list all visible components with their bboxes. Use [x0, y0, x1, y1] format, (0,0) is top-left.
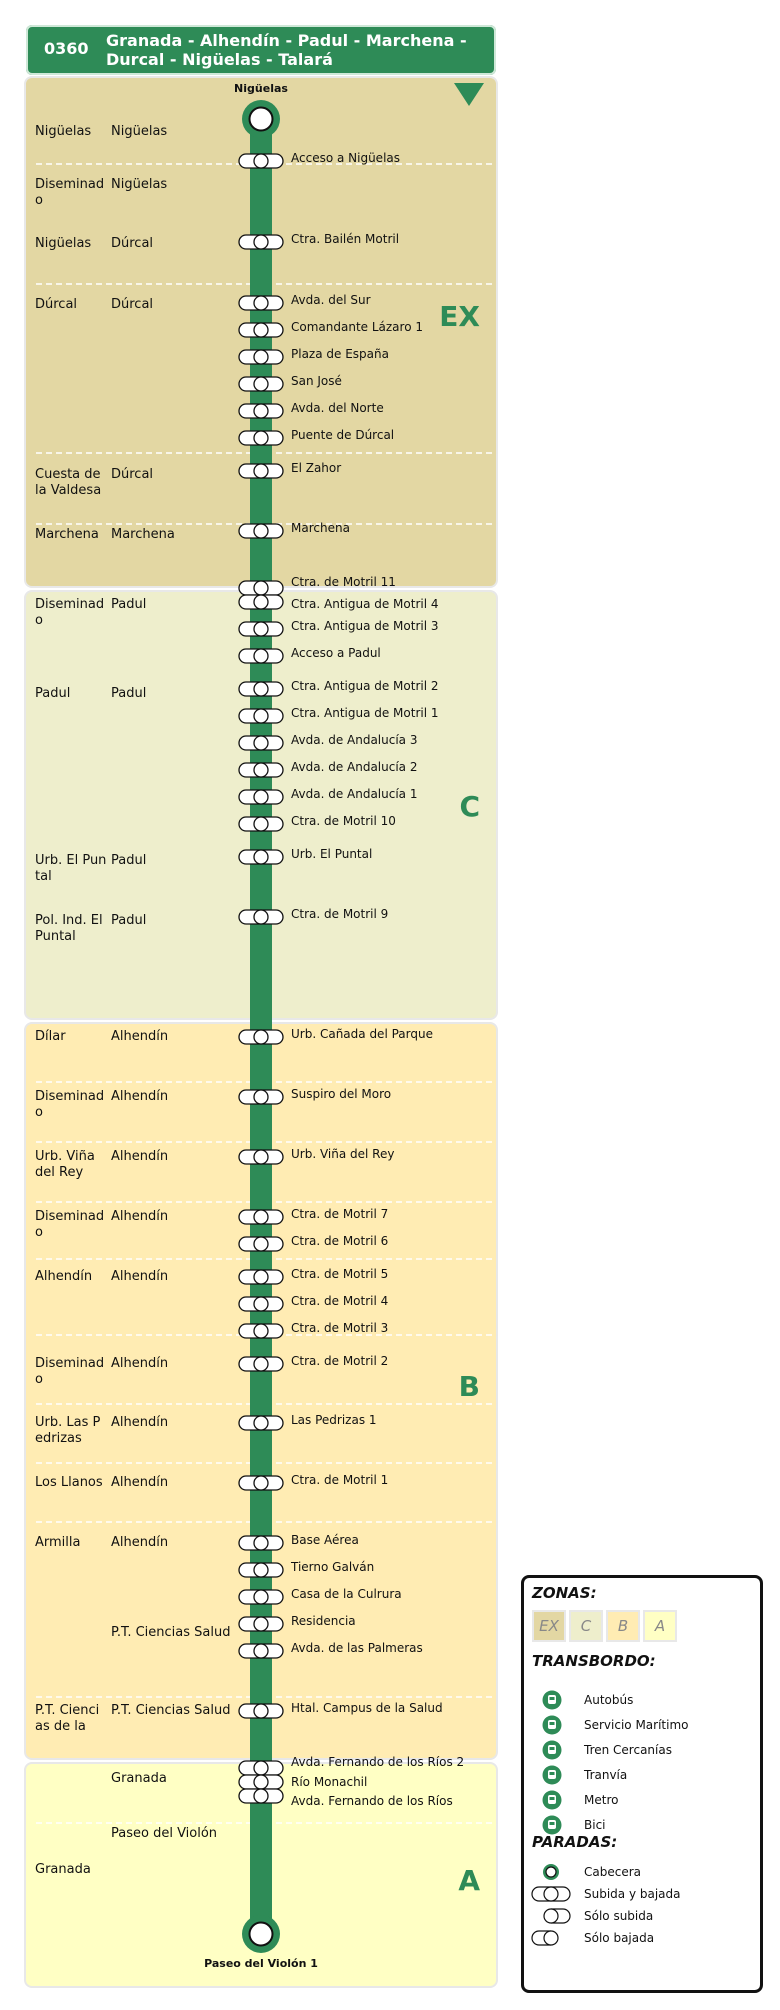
stop-name: Ctra. de Motril 11: [291, 575, 396, 589]
municipality-name: Nigüelas: [111, 177, 168, 192]
stop-name: Avda. de Andalucía 1: [291, 787, 418, 801]
stop-name: Avda. de Andalucía 2: [291, 760, 418, 774]
legend-transfer-label: Tranvía: [584, 1768, 628, 1782]
municipality-name: Padul: [111, 597, 147, 612]
ship-icon: [542, 1715, 562, 1735]
stop-name: Puente de Dúrcal: [291, 428, 395, 442]
stop-name: San José: [291, 374, 342, 388]
locality-name: Urb. Las Pedrizas: [35, 1415, 101, 1446]
stop-name: Htal. Campus de la Salud: [291, 1701, 443, 1715]
legend-zones-title: ZONAS:: [532, 1584, 597, 1602]
stop-marker-icon: [238, 1236, 284, 1252]
stop-type-terminal-icon: [528, 1863, 574, 1881]
locality-name: Urb. El Puntal: [35, 853, 107, 884]
stop-marker-icon: [238, 1535, 284, 1551]
locality-name: Marchena: [35, 527, 99, 542]
stop-marker-icon: [238, 681, 284, 697]
stop-name: Comandante Lázaro 1: [291, 320, 423, 334]
stop-marker-icon: [238, 1269, 284, 1285]
stop-marker-icon: [238, 789, 284, 805]
stop-marker-icon: [238, 816, 284, 832]
stop-marker-icon: [238, 909, 284, 925]
municipality-name: Alhendín: [111, 1209, 169, 1224]
stop-type-alight-only-icon: [528, 1929, 574, 1947]
locality-name: Nigüelas: [35, 124, 92, 139]
stop-marker-icon: [238, 1323, 284, 1339]
legend-zone-a: A: [643, 1610, 677, 1642]
zone-label-b: B: [458, 1370, 480, 1403]
municipality-name: Alhendín: [111, 1149, 169, 1164]
municipality-name: Alhendín: [111, 1475, 169, 1490]
stop-name: Urb. El Puntal: [291, 847, 373, 861]
stop-marker-icon: [238, 463, 284, 479]
route-header: [26, 25, 496, 75]
stop-marker-icon: [238, 1089, 284, 1105]
locality-name: Los Llanos: [35, 1475, 103, 1490]
stop-name: Ctra. de Motril 7: [291, 1207, 389, 1221]
stop-marker-icon: [238, 1562, 284, 1578]
stop-marker-icon: [238, 430, 284, 446]
stop-marker-icon: [238, 1029, 284, 1045]
stop-name: Ctra. de Motril 2: [291, 1354, 389, 1368]
locality-name: Cuesta de la Valdesa: [35, 467, 102, 498]
stop-marker-icon: [238, 1209, 284, 1225]
municipality-name: P.T. Ciencias Salud: [111, 1625, 231, 1640]
stop-marker-icon: [238, 234, 284, 250]
stop-name: Ctra. de Motril 10: [291, 814, 396, 828]
legend-zone-ex: EX: [532, 1610, 566, 1642]
locality-name: Dílar: [35, 1029, 66, 1044]
locality-name: Pol. Ind. El Puntal: [35, 913, 103, 944]
stop-name: Ctra. de Motril 9: [291, 907, 389, 921]
tram-icon: [542, 1765, 562, 1785]
municipality-name: Dúrcal: [111, 467, 154, 482]
zone-label-ex: EX: [439, 300, 480, 333]
direction-arrow-icon: [452, 81, 486, 109]
locality-name: Diseminado: [35, 177, 105, 208]
stop-name: Avda. de las Palmeras: [291, 1641, 423, 1655]
legend-transfer-label: Metro: [584, 1793, 619, 1807]
stop-marker-icon: [238, 1149, 284, 1165]
legend-zone-c: C: [569, 1610, 603, 1642]
stop-name: Tierno Galván: [291, 1560, 375, 1574]
legend-transfer-label: Autobús: [584, 1693, 634, 1707]
municipality-name: Alhendín: [111, 1029, 169, 1044]
municipality-name: Alhendín: [111, 1089, 169, 1104]
legend-transfer-label: Servicio Marítimo: [584, 1718, 689, 1732]
stop-name: Avda. del Sur: [291, 293, 371, 307]
legend-transfer-title: TRANSBORDO:: [532, 1652, 656, 1670]
stop-name: Suspiro del Moro: [291, 1087, 392, 1101]
stop-name: Ctra. de Motril 4: [291, 1294, 389, 1308]
municipality-name: Alhendín: [111, 1356, 169, 1371]
stop-marker-icon: [238, 1589, 284, 1605]
stop-name: Ctra. de Motril 3: [291, 1321, 389, 1335]
stop-marker-icon: [238, 1703, 284, 1719]
bus-icon: [542, 1690, 562, 1710]
stop-marker-icon: [238, 153, 284, 169]
metro-icon: [542, 1790, 562, 1810]
locality-name: Armilla: [35, 1535, 81, 1550]
zone-label-c: C: [459, 790, 480, 823]
stop-name: Avda. Fernando de los Ríos 2: [291, 1755, 465, 1769]
stop-marker-icon: [238, 1296, 284, 1312]
locality-name: Urb. Viña del Rey: [35, 1149, 95, 1180]
zone-label-a: A: [458, 1864, 480, 1897]
municipality-name: Alhendín: [111, 1415, 169, 1430]
stop-name: Ctra. Antigua de Motril 2: [291, 679, 439, 693]
stop-name: Avda. del Norte: [291, 401, 384, 415]
stop-marker-icon: [238, 648, 284, 664]
stop-name: Plaza de España: [291, 347, 389, 361]
legend-stop-type-label: Subida y bajada: [584, 1887, 681, 1901]
stop-marker-icon: [238, 708, 284, 724]
locality-name: P.T. Ciencias de la: [35, 1703, 100, 1734]
start-terminal-name: Nigüelas: [234, 82, 288, 95]
municipality-name: Marchena: [111, 527, 175, 542]
stop-marker-icon: [238, 621, 284, 637]
legend-transfer-label: Bici: [584, 1818, 606, 1832]
stop-name: Base Aérea: [291, 1533, 359, 1547]
municipality-name: Alhendín: [111, 1269, 169, 1284]
stop-marker-icon: [238, 735, 284, 751]
stop-marker-icon: [238, 1788, 284, 1804]
legend-transfer-label: Tren Cercanías: [584, 1743, 672, 1757]
stop-name: Casa de la Culrura: [291, 1587, 402, 1601]
line-number: 0360: [44, 39, 89, 58]
stop-name: Ctra. Antigua de Motril 3: [291, 619, 439, 633]
route-title: Granada - Alhendín - Padul - Marchena - Durcal - Nigüelas - Talará: [106, 31, 467, 69]
municipality-name: Granada: [111, 1771, 167, 1786]
stop-name: Avda. de Andalucía 3: [291, 733, 418, 747]
legend-stop-type-label: Sólo bajada: [584, 1931, 655, 1945]
start-terminal-icon: [241, 99, 281, 139]
stop-name: Ctra. de Motril 6: [291, 1234, 389, 1248]
legend-stop-type-label: Sólo subida: [584, 1909, 654, 1923]
locality-name: Alhendín: [35, 1269, 93, 1284]
locality-name: Diseminado: [35, 1089, 105, 1120]
locality-name: Padul: [35, 686, 71, 701]
municipality-name: Padul: [111, 853, 147, 868]
legend-stops-title: PARADAS:: [532, 1833, 618, 1851]
stop-marker-icon: [238, 849, 284, 865]
stop-marker-icon: [238, 403, 284, 419]
municipality-name: Paseo del Violón: [111, 1826, 218, 1841]
stop-name: Río Monachil: [291, 1775, 368, 1789]
stop-marker-icon: [238, 295, 284, 311]
stop-type-board-alight-icon: [528, 1885, 574, 1903]
locality-name: Diseminado: [35, 597, 105, 628]
municipality-name: Dúrcal: [111, 297, 154, 312]
stop-name: Residencia: [291, 1614, 356, 1628]
stop-marker-icon: [238, 1616, 284, 1632]
stop-name: Avda. Fernando de los Ríos: [291, 1794, 453, 1808]
municipality-name: Padul: [111, 913, 147, 928]
municipality-name: Alhendín: [111, 1535, 169, 1550]
locality-name: Nigüelas: [35, 236, 92, 251]
stop-name: Ctra. de Motril 5: [291, 1267, 389, 1281]
stop-marker-icon: [238, 1643, 284, 1659]
locality-name: Diseminado: [35, 1209, 105, 1240]
stop-type-board-only-icon: [528, 1907, 574, 1925]
stop-name: El Zahor: [291, 461, 342, 475]
stop-name: Ctra. Antigua de Motril 4: [291, 597, 439, 611]
locality-name: Diseminado: [35, 1356, 105, 1387]
municipality-name: Padul: [111, 686, 147, 701]
locality-name: Dúrcal: [35, 297, 78, 312]
municipality-name: P.T. Ciencias Salud: [111, 1703, 231, 1718]
stop-marker-icon: [238, 594, 284, 610]
stop-marker-icon: [238, 523, 284, 539]
stop-marker-icon: [238, 1415, 284, 1431]
stop-name: Marchena: [291, 521, 350, 535]
stop-name: Ctra. Antigua de Motril 1: [291, 706, 439, 720]
stop-name: Ctra. Bailén Motril: [291, 232, 400, 246]
train-icon: [542, 1740, 562, 1760]
stop-marker-icon: [238, 376, 284, 392]
stop-name: Urb. Cañada del Parque: [291, 1027, 433, 1041]
stop-name: Las Pedrizas 1: [291, 1413, 377, 1427]
end-terminal-icon: [241, 1914, 281, 1954]
stop-marker-icon: [238, 762, 284, 778]
municipality-name: Nigüelas: [111, 124, 168, 139]
locality-name: Granada: [35, 1862, 91, 1877]
stop-marker-icon: [238, 1356, 284, 1372]
stop-name: Ctra. de Motril 1: [291, 1473, 389, 1487]
end-terminal-name: Paseo del Violón 1: [204, 1957, 318, 1970]
legend-panel: [521, 1575, 763, 1993]
bike-icon: [542, 1815, 562, 1835]
municipality-name: Dúrcal: [111, 236, 154, 251]
stop-name: Urb. Viña del Rey: [291, 1147, 395, 1161]
stop-marker-icon: [238, 322, 284, 338]
legend-zone-b: B: [606, 1610, 640, 1642]
stop-marker-icon: [238, 1475, 284, 1491]
legend-stop-type-label: Cabecera: [584, 1865, 641, 1879]
stop-name: Acceso a Nigüelas: [291, 151, 401, 165]
stop-name: Acceso a Padul: [291, 646, 381, 660]
stop-marker-icon: [238, 349, 284, 365]
